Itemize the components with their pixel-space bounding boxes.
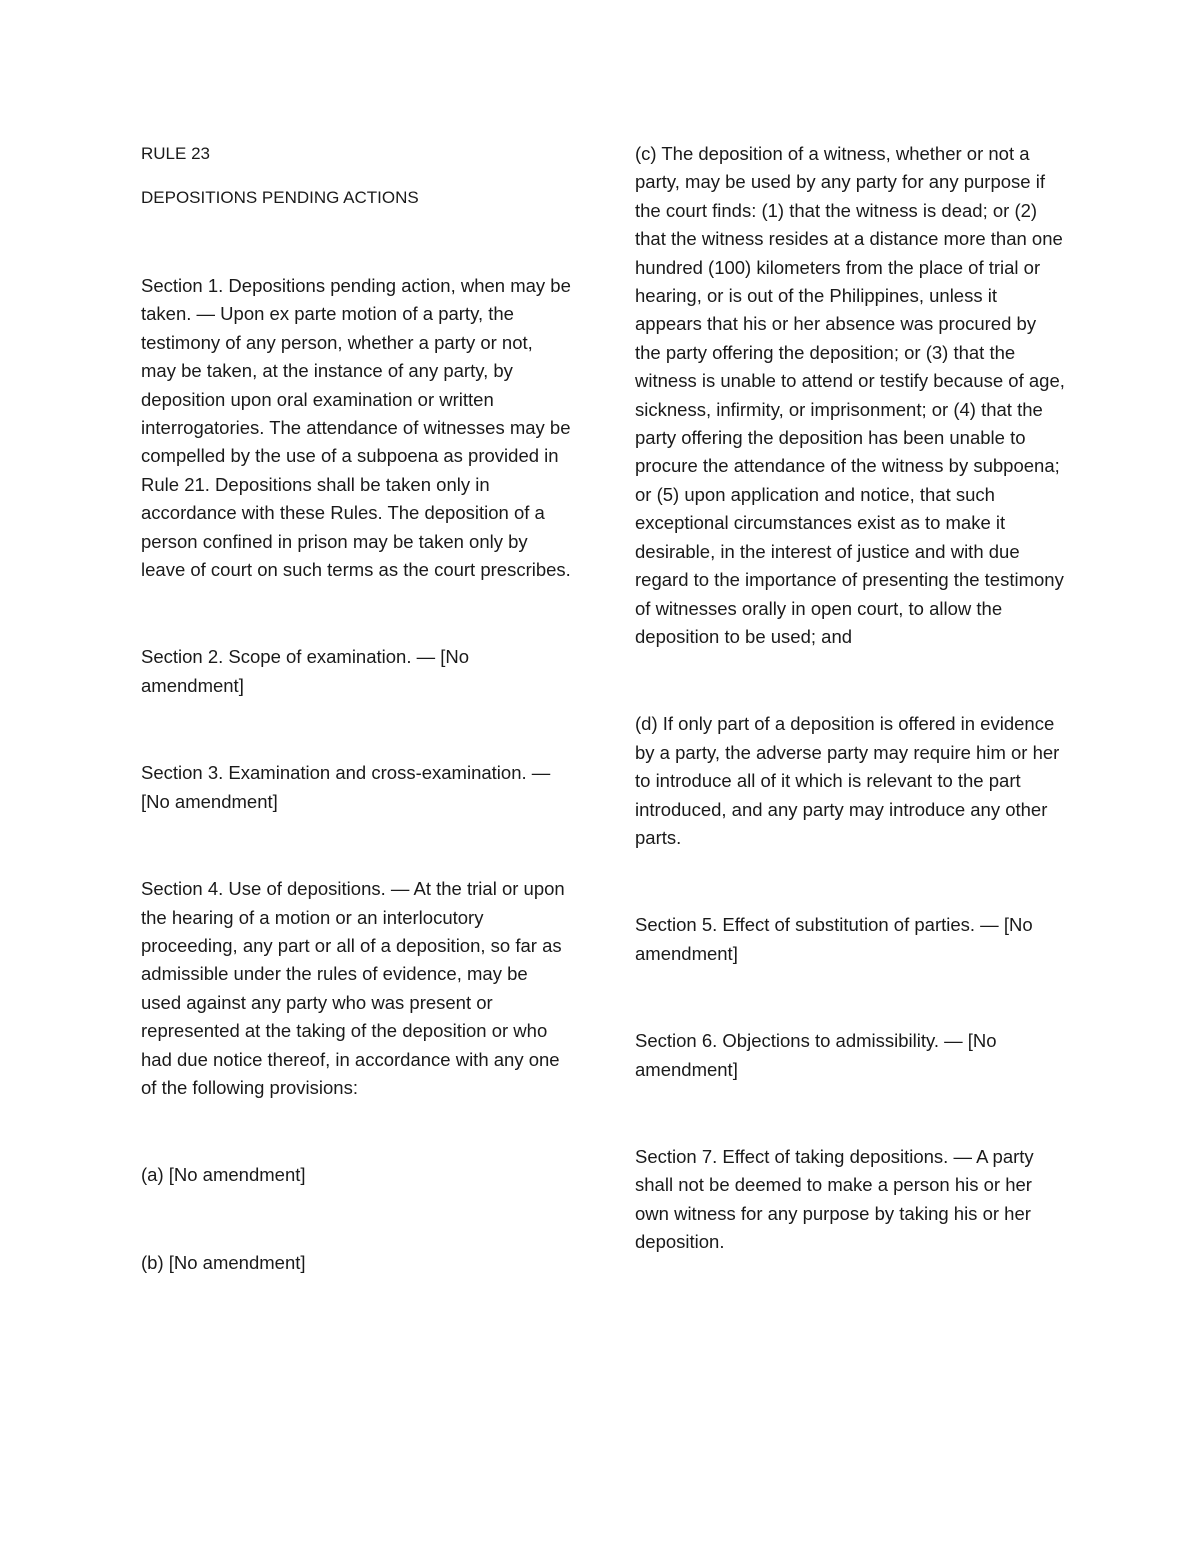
rule-title: DEPOSITIONS PENDING ACTIONS xyxy=(141,188,419,207)
item-d: (d) If only part of a deposition is offered in evidence by a party, the adverse party may require him or her to introduce all of it which is relevant to the part introduced, and any party may introduce any other parts. xyxy=(635,713,1060,848)
section-5: Section 5. Effect of substitution of parties. — [No amendment] xyxy=(635,914,1033,964)
section-2: Section 2. Scope of examination. — [No amendment] xyxy=(141,646,470,696)
section-6: Section 6. Objections to admissibility. — [No amendment] xyxy=(635,1030,997,1080)
item-c: (c) The deposition of a witness, whether or not a party, may be used by any party for any purpose if the court finds: (1) that the witness is dead; or (2) that the witness resides at a distance more than one hundred (100) kilometers from the place of trial or hearing, or is out of the Philippines, unless it appears that his or her absence was procured by the party offering the deposition; or (3) that the witness is unable to attend or testify because of age, sickness, infirmity, or imprisonment; or (4) that the party offering the deposition has been unable to procure the attendance of the witness by subpoena; or (5) upon application and notice, that such exceptional circumstances exist as to make it desirable, in the interest of justice and with due regard to the importance of presenting the testimony of witnesses orally in open court, to allow the deposition to be used; and xyxy=(635,143,1065,647)
right-column xyxy=(635,140,1065,1257)
section-3: Section 3. Examination and cross-examination. — [No amendment] xyxy=(141,762,551,812)
section-4: Section 4. Use of depositions. — At the trial or upon the hearing of a motion or an interlocutory proceeding, any part or all of a deposition, so far as admissible under the rules of evidence, may be used against any party who was present or represented at the taking of the deposition or who had due notice thereof, in accordance with any one of the following provisions: xyxy=(141,878,565,1098)
left-column xyxy=(141,140,571,1277)
item-b: (b) [No amendment] xyxy=(141,1251,306,1273)
rule-number: RULE 23 xyxy=(141,144,210,163)
item-a: (a) [No amendment] xyxy=(141,1164,306,1186)
section-7: Section 7. Effect of taking depositions. — A party shall not be deemed to make a person his or her own witness for any purpose by taking his or her deposition. xyxy=(635,1145,1034,1253)
section-1: Section 1. Depositions pending action, when may be taken. — Upon ex parte motion of a party, the testimony of any person, whether a party or not, may be taken, at the instance of any party, by deposition upon oral examination or written interrogatories. The attendance of witnesses may be compelled by the use of a subpoena as provided in Rule 21. Depositions shall be taken only in accordance with these Rules. The deposition of a person confined in prison may be taken only by leave of court on such terms as the court prescribes. xyxy=(141,275,571,581)
